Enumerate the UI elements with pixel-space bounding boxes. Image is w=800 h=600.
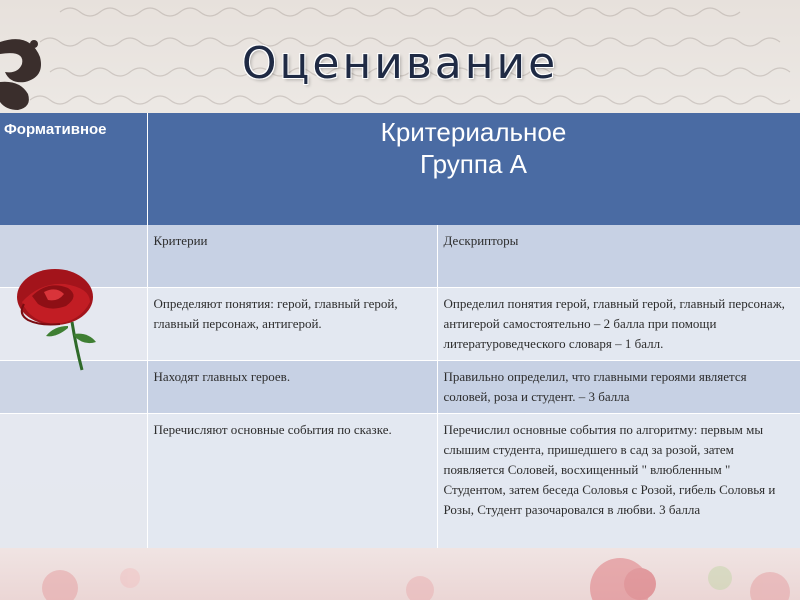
table-row xyxy=(0,287,800,360)
red-rose-icon xyxy=(10,262,105,372)
header-criterial-title: Критериальное xyxy=(380,117,567,147)
table-row xyxy=(0,360,800,413)
subheader-criteria: Критерии xyxy=(147,225,437,287)
header-group-label: Группа А xyxy=(420,149,527,179)
header-formative: Формативное xyxy=(0,113,147,225)
table-row xyxy=(0,413,800,565)
table-header-row xyxy=(0,113,800,225)
descriptor-cell: Правильно определил, что главными героями является соловей, роза и студент. – 3 балла xyxy=(437,360,800,413)
criteria-cell: Находят главных героев. xyxy=(147,360,437,413)
descriptor-cell: Определил понятия герой, главный герой, главный персонаж, антигерой самостоятельно – 2 балла при помощи литературоведческого словаря – 1 балл. xyxy=(437,287,800,360)
criteria-cell: Определяют понятия: герой, главный герой, главный персонаж, антигерой. xyxy=(147,287,437,360)
criteria-cell: Перечисляют основные события по сказке. xyxy=(147,413,437,565)
table-cell-empty xyxy=(0,413,147,565)
descriptor-cell: Перечислил основные события по алгоритму: первым мы слышим студента, пришедшего в сад за розой, затем появляется Соловей, восхищенный " влюбленным " Студентом, затем беседа Соловья с Розой, гибель Соловья и Розы, Студент разочаровался в любви. 3 балла xyxy=(437,413,800,565)
table-subheader-row xyxy=(0,225,800,287)
header-criterial xyxy=(147,113,800,225)
subheader-descriptors: Дескрипторы xyxy=(437,225,800,287)
assessment-table-container xyxy=(0,113,800,550)
page-title: Оценивание xyxy=(241,38,559,89)
decorative-footer xyxy=(0,548,800,600)
assessment-table xyxy=(0,113,800,566)
footer-roses-icon xyxy=(0,548,800,600)
